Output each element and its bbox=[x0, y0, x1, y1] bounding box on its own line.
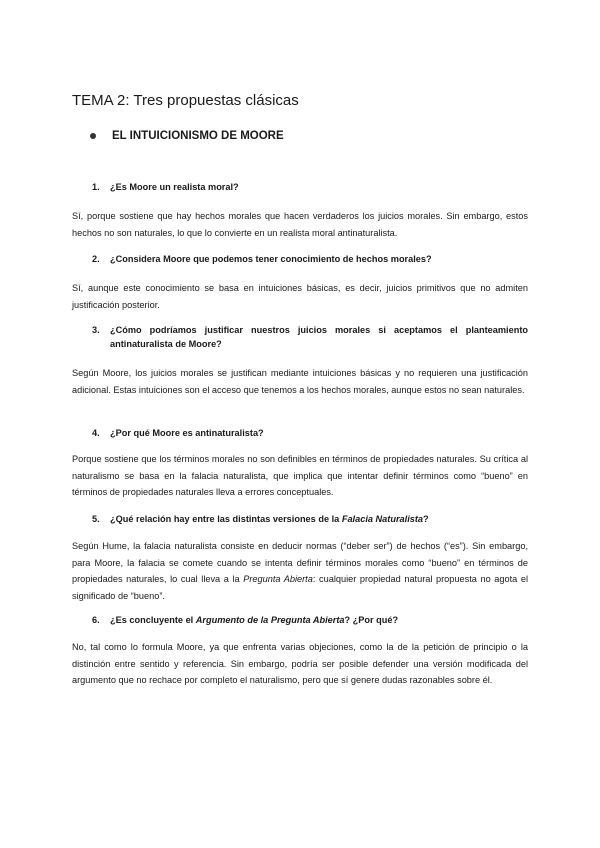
answer-1: Sí, porque sostiene que hay hechos morales que hacen verdaderos los juicios morales. Sin embargo, estos hechos no son naturales, lo que lo convierte en un realista moral antinaturalista. bbox=[72, 211, 528, 238]
answer-emphasis: Pregunta Abierta bbox=[243, 574, 313, 584]
question-text: ¿Por qué Moore es antinaturalista? bbox=[110, 428, 264, 438]
question-number: 6. bbox=[92, 615, 100, 625]
question-number: 4. bbox=[92, 428, 100, 438]
answer-2: Sí, aunque este conocimiento se basa en intuiciones básicas, es decir, juicios primitivos que no admiten justificación posterior. bbox=[72, 283, 528, 310]
question-emphasis: Falacia Naturalista bbox=[341, 514, 424, 524]
question-text: ¿Es concluyente el Argumento de la Pregunta Abierta? ¿Por qué? bbox=[110, 615, 399, 625]
question-number: 2. bbox=[92, 254, 100, 264]
question-number: 3. bbox=[92, 325, 100, 335]
question-text: ¿Considera Moore que podemos tener conocimiento de hechos morales? bbox=[110, 254, 432, 264]
answer-5: Según Hume, la falacia naturalista consiste en deducir normas (“deber ser”) de hechos (“es”). Sin embargo, para Moore, la falacia se comete cuando se intenta definir términos morales como “bueno” en términos de propiedades naturales, lo cual lleva a la Pregunta Abierta: cualquier propiedad natural propuesta no agota el significado de “bueno”. bbox=[72, 541, 528, 601]
answer-6: No, tal como lo formula Moore, ya que enfrenta varias objeciones, como la de la petición de principio o la distinción entre sentido y referencia. Sin embargo, podría ser posible defender una versión modificada del argumento que no rechace por completo el naturalismo, pero que sí genere dudas razonables sobre él. bbox=[72, 642, 528, 685]
question-2 bbox=[92, 252, 528, 266]
section-title: EL INTUICIONISMO DE MOORE bbox=[112, 130, 284, 142]
answer-4: Porque sostiene que los términos morales no son definibles en términos de propiedades naturales. Su crítica al naturalismo se basa en la falacia naturalista, que implica que intentar definir términos como “bueno” en términos de propiedades naturales lleva a errores conceptuales. bbox=[72, 454, 528, 497]
question-number: 5. bbox=[92, 514, 100, 524]
answer-3: Según Moore, los juicios morales se justifican mediante intuiciones básicas y no requieren una justificación adicional. Estas intuiciones son el acceso que tenemos a los hechos morales, aunque estos no sean naturales. bbox=[72, 368, 528, 395]
question-number: 1. bbox=[92, 182, 100, 192]
question-text: ¿Qué relación hay entre las distintas versiones de la Falacia Naturalista? bbox=[110, 514, 429, 524]
question-1 bbox=[92, 180, 528, 194]
page-title: TEMA 2: Tres propuestas clásicas bbox=[72, 92, 299, 109]
question-6 bbox=[92, 613, 528, 627]
bullet-icon bbox=[90, 133, 96, 139]
question-emphasis: Argumento de la Pregunta Abierta bbox=[195, 615, 345, 625]
question-text: ¿Cómo podríamos justificar nuestros juicios morales si aceptamos el planteamiento antinaturalista de Moore? bbox=[110, 325, 528, 349]
section-heading bbox=[90, 130, 284, 142]
question-4 bbox=[92, 426, 528, 440]
question-5 bbox=[92, 512, 528, 526]
question-3 bbox=[92, 323, 528, 351]
question-text: ¿Es Moore un realista moral? bbox=[110, 182, 239, 192]
